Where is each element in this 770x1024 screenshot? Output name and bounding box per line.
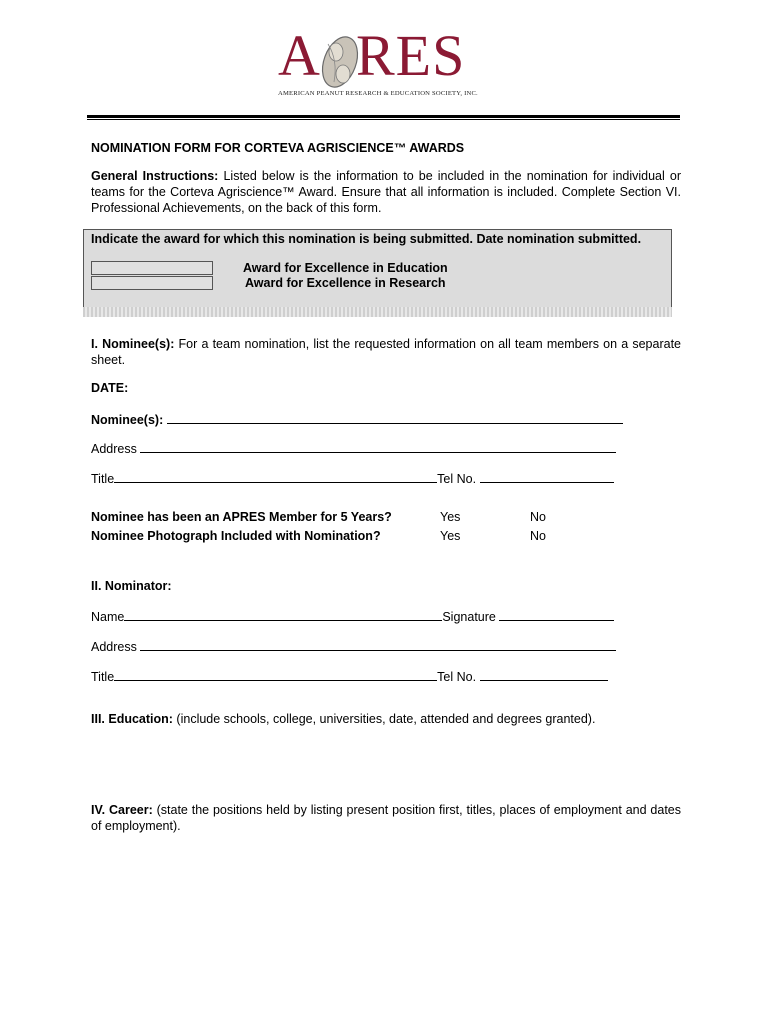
general-instructions: [91, 168, 681, 216]
section-3-label: III. Education:: [91, 712, 173, 726]
nominees-field[interactable]: [167, 411, 623, 424]
nominator-name-field[interactable]: [124, 608, 442, 621]
nominator-address-label: Address: [91, 640, 137, 654]
nominator-signature-field[interactable]: [499, 608, 614, 621]
award-option-education: Award for Excellence in Education: [243, 261, 448, 275]
nominator-title-row: [91, 668, 608, 684]
section-4-label: IV. Career:: [91, 803, 153, 817]
nominee-title-row: [91, 470, 614, 486]
form-title: NOMINATION FORM FOR CORTEVA AGRISCIENCE™ AWARDS: [91, 141, 465, 155]
section-education: [91, 712, 595, 726]
nominee-title-field[interactable]: [114, 470, 437, 483]
nominator-title-field[interactable]: [114, 668, 437, 681]
q1-yes-option[interactable]: Yes: [440, 510, 461, 524]
section-nominees: [91, 336, 681, 368]
nominator-title-label: Title: [91, 670, 115, 684]
q2-yes-option[interactable]: Yes: [440, 529, 461, 543]
section-2-label: II. Nominator:: [91, 579, 172, 593]
award-box-heading: Indicate the award for which this nomination is being submitted. Date nomination submitted.: [91, 232, 642, 246]
date-label: DATE:: [91, 381, 129, 395]
nominator-tel-field[interactable]: [480, 668, 608, 681]
logo-letters-res: RES: [356, 23, 466, 88]
nominator-name-label: Name: [91, 610, 125, 624]
nominee-title-label: Title: [91, 472, 115, 486]
nominee-address-row: [91, 440, 616, 456]
award-research-checkbox[interactable]: [91, 276, 213, 290]
section-3-text: (include schools, college, universities, date, attended and degrees granted).: [172, 712, 596, 726]
q2-no-option[interactable]: No: [530, 529, 546, 543]
nominee-address-field[interactable]: [140, 440, 616, 453]
apres-logo: [276, 23, 481, 105]
nominee-address-label: Address: [91, 442, 137, 456]
nominee-tel-field[interactable]: [480, 470, 614, 483]
section-career: [91, 802, 681, 834]
nominee-tel-label: Tel No.: [437, 472, 477, 486]
logo-letter-a: A: [278, 23, 320, 88]
header-rule-thin: [87, 119, 680, 120]
nominator-address-field[interactable]: [140, 638, 616, 651]
question-photograph: Nominee Photograph Included with Nomination?: [91, 529, 381, 543]
instructions-text: Listed below is the information to be included in the nomination for individual or teams for the Corteva Agriscience™ Award. Ensure that all information is included. Complete Section VI. Professional Achievements, on the back of this form.: [91, 169, 681, 215]
section-4-text: (state the positions held by listing present position first, titles, places of employment and dates of employment).: [91, 803, 681, 833]
award-box-shading: [83, 307, 672, 317]
nominees-label: Nominee(s):: [91, 413, 164, 427]
nominator-address-row: [91, 638, 616, 654]
nominees-row: [91, 411, 623, 427]
question-member-5-years: Nominee has been an APRES Member for 5 Years?: [91, 510, 392, 524]
nominator-name-row: [91, 608, 614, 624]
header-rule: [87, 115, 680, 118]
award-selection-box: [83, 229, 672, 308]
section-1-label: I. Nominee(s):: [91, 337, 175, 351]
instructions-label: General Instructions:: [91, 169, 219, 183]
section-1-text: For a team nomination, list the requested information on all team members on a separate sheet.: [91, 337, 681, 367]
logo-tagline: AMERICAN PEANUT RESEARCH & EDUCATION SOCIETY, INC.: [278, 90, 478, 97]
nominator-tel-label: Tel No.: [437, 670, 477, 684]
award-education-checkbox[interactable]: [91, 261, 213, 275]
nominator-signature-label: Signature: [442, 610, 496, 624]
q1-no-option[interactable]: No: [530, 510, 546, 524]
award-option-research: Award for Excellence in Research: [245, 276, 446, 290]
